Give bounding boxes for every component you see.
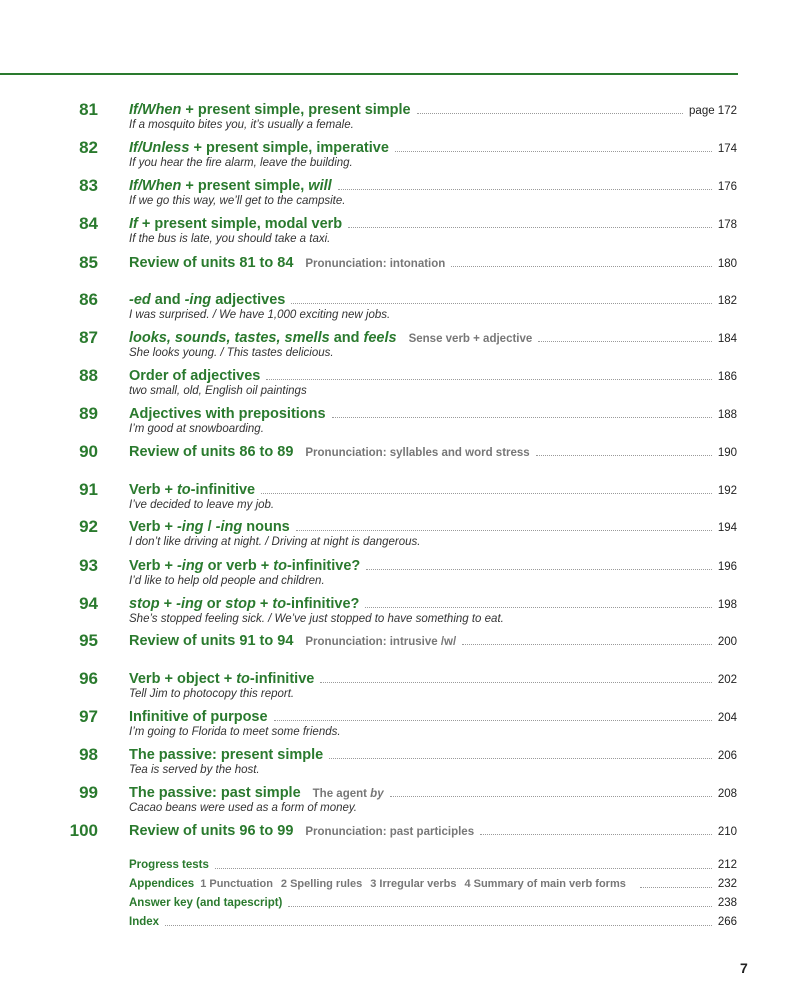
- unit-title[interactable]: The passive: past simple: [129, 785, 301, 801]
- unit-line: [129, 783, 737, 803]
- unit-line: [129, 707, 737, 727]
- unit-example: two small, old, English oil paintings: [129, 385, 307, 397]
- backmatter-title[interactable]: Progress tests: [129, 859, 209, 871]
- unit-number: 85: [79, 253, 98, 272]
- unit-line: [129, 214, 737, 234]
- backmatter-row[interactable]: [129, 914, 737, 930]
- leader-dots: [215, 867, 712, 869]
- unit-example: She’s stopped feeling sick. / We’ve just stopped to have something to eat.: [129, 613, 504, 625]
- leader-dots: [165, 924, 712, 926]
- page-number: 7: [740, 960, 748, 976]
- unit-number: 83: [79, 176, 98, 195]
- unit-title[interactable]: Review of units 81 to 84: [129, 255, 294, 271]
- unit-title[interactable]: Review of units 91 to 94: [129, 633, 294, 649]
- unit-line: [129, 404, 737, 424]
- unit-line: [129, 442, 737, 462]
- unit-page: 202: [717, 674, 737, 686]
- backmatter-subs: [200, 876, 634, 892]
- unit-page: 190: [717, 447, 737, 459]
- leader-dots: [395, 150, 712, 152]
- unit-line: [129, 669, 737, 689]
- unit-number: 97: [79, 707, 98, 726]
- leader-dots: [451, 265, 712, 267]
- unit-page: 206: [717, 750, 737, 762]
- leader-dots: [288, 905, 711, 907]
- unit-subtitle: Pronunciation: syllables and word stress: [305, 447, 530, 459]
- unit-number: 88: [79, 366, 98, 385]
- unit-page: 188: [717, 409, 737, 421]
- unit-title[interactable]: If/When + present simple, present simple: [129, 102, 411, 118]
- unit-example: I was surprised. / We have 1,000 exciting new jobs.: [129, 309, 391, 321]
- unit-line: [129, 290, 737, 310]
- unit-line: [129, 253, 737, 273]
- appendix-item: 4 Summary of main verb forms: [464, 878, 626, 890]
- unit-title[interactable]: Verb + object + to-infinitive: [129, 671, 315, 687]
- unit-line: [129, 138, 737, 158]
- unit-line: [129, 480, 737, 500]
- unit-page: 210: [717, 826, 737, 838]
- unit-page: 208: [717, 788, 737, 800]
- unit-example: If a mosquito bites you, it’s usually a female.: [129, 119, 354, 131]
- unit-example: I’d like to help old people and children.: [129, 575, 325, 587]
- unit-subtitle: Pronunciation: past participles: [305, 826, 475, 838]
- unit-title[interactable]: Review of units 96 to 99: [129, 823, 294, 839]
- backmatter-title[interactable]: Index: [129, 916, 160, 928]
- leader-dots: [536, 454, 712, 456]
- unit-title[interactable]: Order of adjectives: [129, 368, 261, 384]
- unit-number: 94: [79, 594, 98, 613]
- unit-line: [129, 100, 737, 120]
- unit-line: [129, 366, 737, 386]
- unit-page: 204: [717, 712, 737, 724]
- leader-dots: [538, 340, 712, 342]
- leader-dots: [640, 886, 712, 888]
- unit-line: [129, 556, 737, 576]
- backmatter-title[interactable]: Appendices: [129, 878, 195, 890]
- backmatter-title[interactable]: Answer key (and tapescript): [129, 897, 283, 909]
- unit-subtitle: Pronunciation: intrusive /w/: [305, 636, 457, 648]
- backmatter-page: 212: [717, 859, 737, 871]
- backmatter-page: 238: [717, 897, 737, 909]
- leader-dots: [348, 226, 712, 228]
- unit-page: 174: [717, 143, 737, 155]
- leader-dots: [274, 719, 712, 721]
- unit-title[interactable]: Review of units 86 to 89: [129, 444, 294, 460]
- unit-title[interactable]: If/Unless + present simple, imperative: [129, 140, 389, 156]
- unit-number: 96: [79, 669, 98, 688]
- leader-dots: [320, 681, 711, 683]
- unit-number: 92: [79, 517, 98, 536]
- unit-subtitle: Sense verb + adjective: [408, 333, 533, 345]
- leader-dots: [329, 757, 712, 759]
- unit-example: I’m going to Florida to meet some friends.: [129, 726, 341, 738]
- leader-dots: [365, 606, 711, 608]
- unit-example: If you hear the fire alarm, leave the building.: [129, 157, 353, 169]
- unit-page: 176: [717, 181, 737, 193]
- unit-number: 81: [79, 100, 98, 119]
- leader-dots: [291, 302, 711, 304]
- unit-page: 180: [717, 258, 737, 270]
- backmatter-row[interactable]: [129, 895, 737, 911]
- unit-page: 186: [717, 371, 737, 383]
- unit-title[interactable]: Verb + -ing or verb + to-infinitive?: [129, 558, 361, 574]
- unit-title[interactable]: looks, sounds, tastes, smells and feels: [129, 330, 397, 346]
- unit-line: [129, 821, 737, 841]
- unit-line: [129, 176, 737, 196]
- unit-page: 196: [717, 561, 737, 573]
- unit-page: 198: [717, 599, 737, 611]
- leader-dots: [366, 568, 712, 570]
- unit-page: page 172: [689, 105, 737, 117]
- unit-subtitle: Pronunciation: intonation: [305, 258, 446, 270]
- backmatter-page: 266: [717, 916, 737, 928]
- leader-dots: [480, 833, 712, 835]
- unit-example: I’m good at snowboarding.: [129, 423, 264, 435]
- unit-example: I’ve decided to leave my job.: [129, 499, 275, 511]
- appendix-item: 1 Punctuation: [200, 878, 273, 890]
- unit-number: 99: [79, 783, 98, 802]
- unit-title[interactable]: stop + -ing or stop + to-infinitive?: [129, 596, 360, 612]
- unit-line: [129, 745, 737, 765]
- unit-example: She looks young. / This tastes delicious.: [129, 347, 334, 359]
- unit-number: 89: [79, 404, 98, 423]
- unit-number: 91: [79, 480, 98, 499]
- unit-title[interactable]: If + present simple, modal verb: [129, 216, 343, 232]
- unit-title[interactable]: Verb + -ing / -ing nouns: [129, 519, 290, 535]
- unit-number: 90: [79, 442, 98, 461]
- unit-page: 184: [717, 333, 737, 345]
- backmatter-page: 232: [717, 878, 737, 890]
- unit-page: 194: [717, 522, 737, 534]
- appendix-item: 3 Irregular verbs: [370, 878, 457, 890]
- leader-dots: [296, 529, 712, 531]
- unit-number: 84: [79, 214, 98, 233]
- unit-title[interactable]: The passive: present simple: [129, 747, 324, 763]
- unit-title[interactable]: Infinitive of purpose: [129, 709, 268, 725]
- unit-title[interactable]: -ed and -ing adjectives: [129, 292, 286, 308]
- unit-example: Cacao beans were used as a form of money.: [129, 802, 357, 814]
- unit-line: [129, 328, 737, 348]
- leader-dots: [332, 416, 712, 418]
- unit-title[interactable]: If/When + present simple, will: [129, 178, 332, 194]
- unit-example: I don’t like driving at night. / Driving at night is dangerous.: [129, 536, 421, 548]
- leader-dots: [261, 492, 712, 494]
- unit-line: [129, 594, 737, 614]
- unit-number: 95: [79, 631, 98, 650]
- unit-page: 178: [717, 219, 737, 231]
- unit-number: 98: [79, 745, 98, 764]
- unit-number: 82: [79, 138, 98, 157]
- unit-page: 192: [717, 485, 737, 497]
- backmatter-row[interactable]: [129, 857, 737, 873]
- unit-title[interactable]: Adjectives with prepositions: [129, 406, 326, 422]
- leader-dots: [462, 643, 712, 645]
- unit-page: 182: [717, 295, 737, 307]
- unit-title[interactable]: Verb + to-infinitive: [129, 482, 256, 498]
- unit-number: 87: [79, 328, 98, 347]
- unit-line: [129, 517, 737, 537]
- unit-example: If the bus is late, you should take a taxi.: [129, 233, 331, 245]
- unit-example: Tell Jim to photocopy this report.: [129, 688, 295, 700]
- unit-page: 200: [717, 636, 737, 648]
- leader-dots: [390, 795, 712, 797]
- unit-line: [129, 631, 737, 651]
- unit-example: Tea is served by the host.: [129, 764, 260, 776]
- backmatter-row[interactable]: [129, 876, 737, 892]
- unit-example: If we go this way, we’ll get to the campsite.: [129, 195, 346, 207]
- leader-dots: [266, 378, 711, 380]
- unit-number: 93: [79, 556, 98, 575]
- unit-subtitle: The agent by: [312, 788, 384, 800]
- leader-dots: [338, 188, 712, 190]
- unit-number: 100: [69, 821, 98, 840]
- unit-number: 86: [79, 290, 98, 309]
- leader-dots: [417, 112, 683, 114]
- appendix-item: 2 Spelling rules: [280, 878, 363, 890]
